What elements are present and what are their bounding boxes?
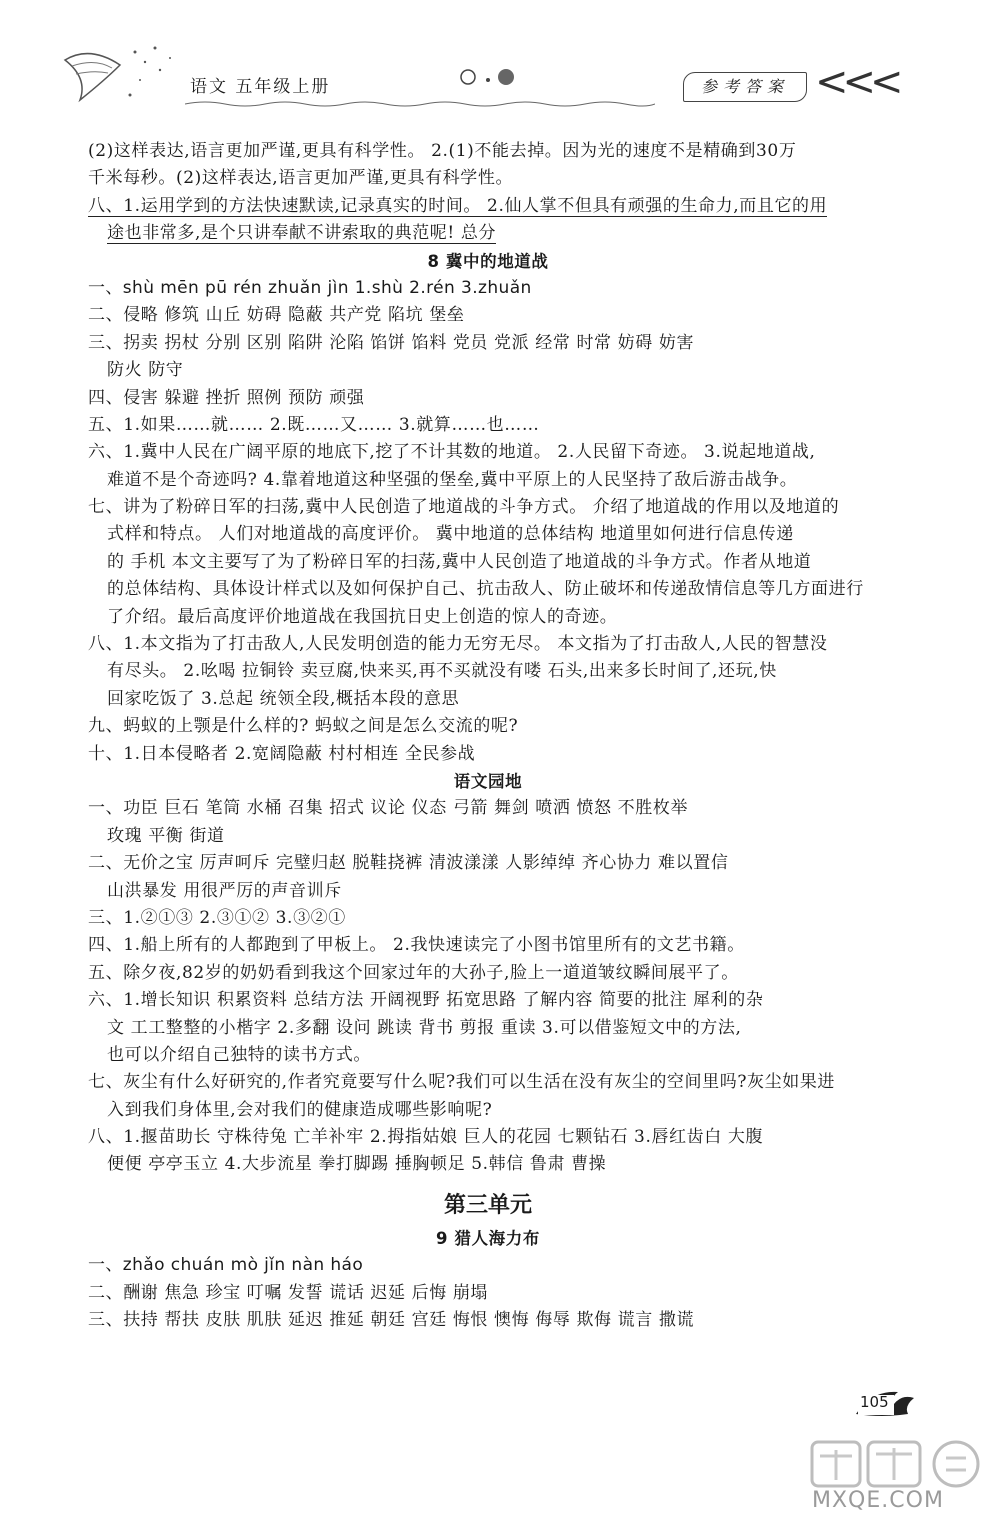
text-line: 千米每秒。(2)这样表达,语言更加严谨,更具有科学性。 [88, 168, 514, 189]
text-line: 四、1.船上所有的人都跑到了甲板上。 2.我快速读完了小图书馆里所有的文艺书籍。 [88, 935, 745, 956]
text-line: 一、shù mēn pū rén zhuǎn jìn 1.shù 2.rén 3.zhuǎn [88, 277, 532, 298]
text-line: 二、侵略 修筑 山丘 妨碍 隐蔽 共产党 陷坑 堡垒 [88, 305, 465, 326]
text-line [88, 193, 888, 220]
page-header [0, 0, 1000, 120]
section-title: 语文园地 [453, 771, 523, 791]
text-line: 八、1.揠苗助长 守株待兔 亡羊补牢 2.拇指姑娘 巨人的花园 七颗钻石 3.唇红齿白 大腹 [88, 1127, 764, 1148]
text-line: 山洪暴发 用很严厉的声音训斥 [107, 880, 342, 901]
unit-title: 第三单元 [443, 1192, 532, 1218]
text-line: 二、酬谢 焦急 珍宝 叮嘱 发誓 谎话 迟延 后悔 崩塌 [88, 1282, 489, 1303]
text-line: 三、1.②①③ 2.③①② 3.③②① [88, 907, 346, 928]
text-line: 入到我们身体里,会对我们的健康造成哪些影响呢? [107, 1099, 493, 1120]
answer-key-label: 参考答案 [683, 72, 807, 102]
text-line: 三、扶持 帮扶 皮肤 肌肤 延迟 推延 朝廷 宫廷 悔恨 懊悔 侮辱 欺侮 谎言 撒谎 [88, 1310, 695, 1331]
text-line: 六、1.增长知识 积累资料 总结方法 开阔视野 拓宽思路 了解内容 简要的批注 犀利的杂 [88, 990, 764, 1011]
text-line: 八、1.本文指为了打击敌人,人民发明创造的能力无穷无尽。 本文指为了打击敌人,人民的智慧没 [88, 634, 828, 655]
butterfly-decoration-icon [60, 40, 180, 110]
section-title: 8 冀中的地道战 [427, 251, 549, 271]
underlined-text: 途也非常多,是个只讲奉献不讲索取的典范呢! 总分 [107, 223, 497, 244]
text-line: 十、1.日本侵略者 2.宽阔隐蔽 村村相连 全民参战 [88, 743, 476, 764]
text-line: (2)这样表达,语言更加严谨,更具有科学性。 2.(1)不能去掉。因为光的速度不是精确到30万 [88, 141, 797, 161]
text-line: 有尽头。 2.吆喝 拉铜铃 卖豆腐,快来买,再不买就没有喽 石头,出来多长时间了,还玩,快 [107, 661, 777, 682]
page-number: 105 [860, 1393, 889, 1411]
text-line: 七、讲为了粉碎日军的扫荡,冀中人民创造了地道战的斗争方式。 介绍了地道战的作用以及地道的 [88, 497, 840, 518]
text-line: 四、侵害 躲避 挫折 照例 预防 顽强 [88, 387, 365, 408]
text-line: 难道不是个奇迹吗? 4.靠着地道这种坚强的堡垒,冀中平原上的人民坚持了敌后游击战争。 [107, 469, 798, 490]
text-line: 的 手机 本文主要写了为了粉碎日军的扫荡,冀中人民创造了地道战的斗争方式。作者从地道 [107, 551, 812, 572]
text-line: 也可以介绍自己独特的读书方式。 [107, 1044, 371, 1065]
text-line: 式样和特点。 人们对地道战的高度评价。 冀中地道的总体结构 地道里如何进行信息传递 [107, 524, 794, 545]
section-title: 9 猎人海力布 [436, 1228, 540, 1248]
text-line: 防火 防守 [107, 360, 184, 381]
text-line: 文 工工整整的小楷字 2.多翻 设问 跳读 背书 剪报 重读 3.可以借鉴短文中的方法, [107, 1017, 742, 1038]
text-line: 五、1.如果……就…… 2.既……又…… 3.就算……也…… [88, 414, 540, 435]
book-title: 语文 五年级上册 [190, 77, 331, 97]
text-line: 回家吃饭了 3.总起 统领全段,概括本段的意思 [107, 688, 460, 709]
text-line: 了介绍。最后高度评价地道战在我国抗日史上创造的惊人的奇迹。 [107, 606, 618, 627]
watermark-url: MXQE.COM [812, 1488, 944, 1513]
text-line: 七、灰尘有什么好研究的,作者究竟要写什么呢?我们可以生活在没有灰尘的空间里吗?灰尘如果进 [88, 1072, 836, 1093]
text-line: 一、功臣 巨石 笔筒 水桶 召集 招式 议论 仪态 弓箭 舞剑 喷洒 愤怒 不胜枚举 [88, 798, 689, 819]
text-line: 一、zhǎo chuán mò jǐn nàn háo [88, 1255, 364, 1276]
text-line: 三、拐卖 拐杖 分别 区别 陷阱 沦陷 馅饼 馅料 党员 党派 经常 时常 妨碍 妨害 [88, 332, 695, 353]
text-line: 六、1.冀中人民在广阔平原的地底下,挖了不计其数的地道。 2.人民留下奇迹。 3.说起地道战, [88, 442, 816, 463]
underlined-text: 八、1.运用学到的方法快速默读,记录真实的时间。 2.仙人掌不但具有顽强的生命力,而且它的用 [88, 195, 828, 216]
page-number-badge [852, 1384, 922, 1420]
text-line: 便便 亭亭玉立 4.大步流星 拳打脚踢 捶胸顿足 5.韩信 鲁肃 曹操 [107, 1154, 607, 1175]
text-line [88, 220, 888, 247]
answer-content [88, 138, 888, 1334]
text-line: 的总体结构、具体设计样式以及如何保护自己、抗击敌人、防止破坏和传递敌情信息等几方面进行 [107, 579, 864, 600]
chevrons-icon: <<< [815, 59, 898, 105]
text-line: 二、无价之宝 厉声呵斥 完璧归赵 脱鞋挠裤 清波漾漾 人影绰绰 齐心协力 难以置信 [88, 853, 729, 874]
ornament-balls-icon [458, 66, 518, 88]
header-wavy-line [185, 100, 655, 108]
text-line: 玫瑰 平衡 街道 [107, 825, 225, 846]
text-line: 五、除夕夜,82岁的奶奶看到我这个回家过年的大孙子,脸上一道道皱纹瞬间展平了。 [88, 962, 739, 983]
text-line: 九、蚂蚁的上颚是什么样的? 蚂蚁之间是怎么交流的呢? [88, 716, 519, 737]
